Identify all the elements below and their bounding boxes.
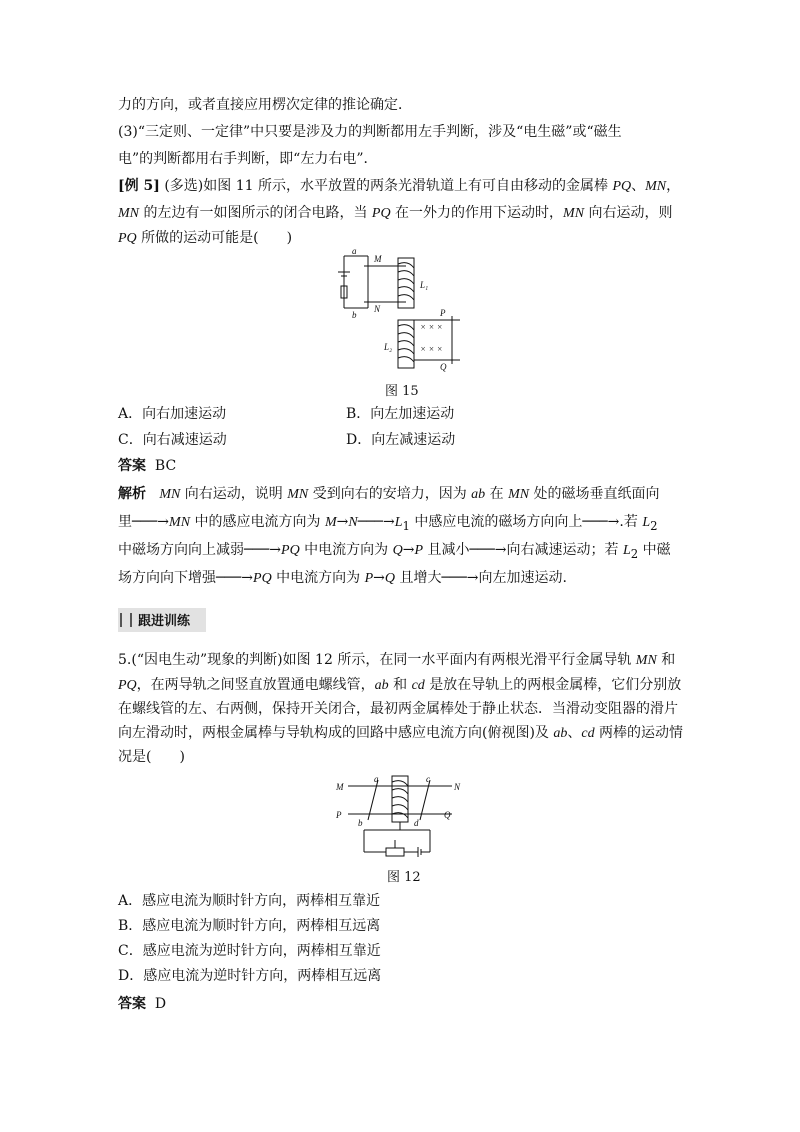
- example-tag: [例 5]: [118, 178, 160, 194]
- q5-option-c: C．感应电流为逆时针方向，两棒相互靠近: [118, 943, 381, 959]
- intro-line-3: 电”的判断都用右手判断，即“左力右电”．: [118, 151, 378, 167]
- section-title: 跟进训练: [138, 614, 191, 629]
- label-L1: L₁: [420, 280, 429, 290]
- label-N: N: [374, 304, 381, 314]
- q5-line-5: 况是( ): [118, 749, 185, 765]
- figure-12-diagram: [334, 774, 466, 860]
- label-Q: Q: [440, 362, 447, 372]
- label-M: M: [336, 782, 344, 792]
- label-Q: Q: [444, 810, 451, 820]
- example-5-stem-line-3: PQ 所做的运动可能是( ): [118, 230, 293, 246]
- analysis-label: 解析: [118, 486, 146, 502]
- svg-text:× × ×: × × ×: [420, 322, 443, 332]
- section-bars-icon: [120, 613, 132, 627]
- section-header: [118, 608, 206, 632]
- label-a: a: [374, 774, 379, 784]
- label-P: P: [440, 308, 446, 318]
- q5-tag: (“因电生动”现象的判断): [131, 652, 283, 668]
- example-5-stem-line-1: [例 5] (多选)如图 11 所示，水平放置的两条光滑轨道上有可自由移动的金属棒 PQ、MN，: [118, 178, 681, 194]
- label-N: N: [454, 782, 461, 792]
- label-d: d: [414, 818, 419, 828]
- q5-line-1: 5.(“因电生动”现象的判断)如图 12 所示，在同一水平面内有两根光滑平行金属导轨 MN 和: [118, 652, 676, 668]
- q5-option-a: A．感应电流为顺时针方向，两棒相互靠近: [118, 893, 381, 909]
- label-P: P: [336, 810, 342, 820]
- figure-12-caption: 图 12: [387, 870, 421, 885]
- analysis-line-4: 场方向向下增强───→PQ 中电流方向为 P→Q 且增大───→向左加速运动.: [118, 570, 567, 586]
- intro-line-1: 力的方向，或者直接应用楞次定律的推论确定．: [118, 97, 412, 113]
- example-5-answer: 答案 BC: [118, 458, 177, 474]
- option-b: B．向左加速运动: [346, 406, 455, 422]
- label-b: b: [358, 818, 363, 828]
- label-L2: L₂: [384, 342, 393, 352]
- q5-line-4: 向左滑动时，两根金属棒与导轨构成的回路中感应电流方向(俯视图)及 ab、cd 两棒的运动情: [118, 725, 684, 741]
- option-a: A．向右加速运动: [118, 406, 227, 422]
- q5-line-2: PQ，在两导轨之间竖直放置通电螺线管，ab 和 cd 是放在导轨上的两根金属棒，它们分别放: [118, 677, 682, 693]
- option-c: C．向右减速运动: [118, 432, 227, 448]
- label-M: M: [374, 254, 382, 264]
- figure-15-circuit-diagram: [328, 246, 468, 372]
- analysis-line-2: 里───→MN 中的感应电流方向为 $M\to N───\to L_1$ 中感应电流的磁场方向向上───→.若 $L_2$: [118, 514, 658, 533]
- label-c: c: [426, 774, 430, 784]
- svg-text:× × ×: × × ×: [420, 344, 443, 354]
- label-a: a: [352, 246, 357, 256]
- analysis-line-3: 中磁场方向向上减弱───→PQ 中电流方向为 Q→P 且减小───→向右减速运动；若 $L_2$ 中磁: [118, 542, 671, 561]
- figure-15-caption: 图 15: [385, 384, 419, 399]
- q5-option-b: B．感应电流为顺时针方向，两棒相互远离: [118, 918, 381, 934]
- example-5-stem-line-2: MN 的左边有一如图所示的闭合电路，当 PQ 在一外力的作用下运动时，MN 向右运动，则: [118, 205, 673, 221]
- multi-select-tag: (多选): [164, 178, 204, 194]
- option-d: D．向左减速运动: [346, 432, 456, 448]
- q5-option-d: D．感应电流为逆时针方向，两棒相互远离: [118, 968, 382, 984]
- q5-answer: 答案 D: [118, 996, 167, 1012]
- label-b: b: [352, 310, 357, 320]
- intro-line-2: (3)“三定则、一定律”中只要是涉及力的判断都用左手判断，涉及“电生磁”或“磁生: [118, 124, 622, 140]
- q5-line-3: 在螺线管的左、右两侧，保持开关闭合，最初两金属棒处于静止状态．当滑动变阻器的滑片: [118, 701, 678, 717]
- analysis-line-1: 解析 MN 向右运动，说明 MN 受到向右的安培力，因为 ab 在 MN 处的磁场垂直纸面向: [118, 486, 660, 502]
